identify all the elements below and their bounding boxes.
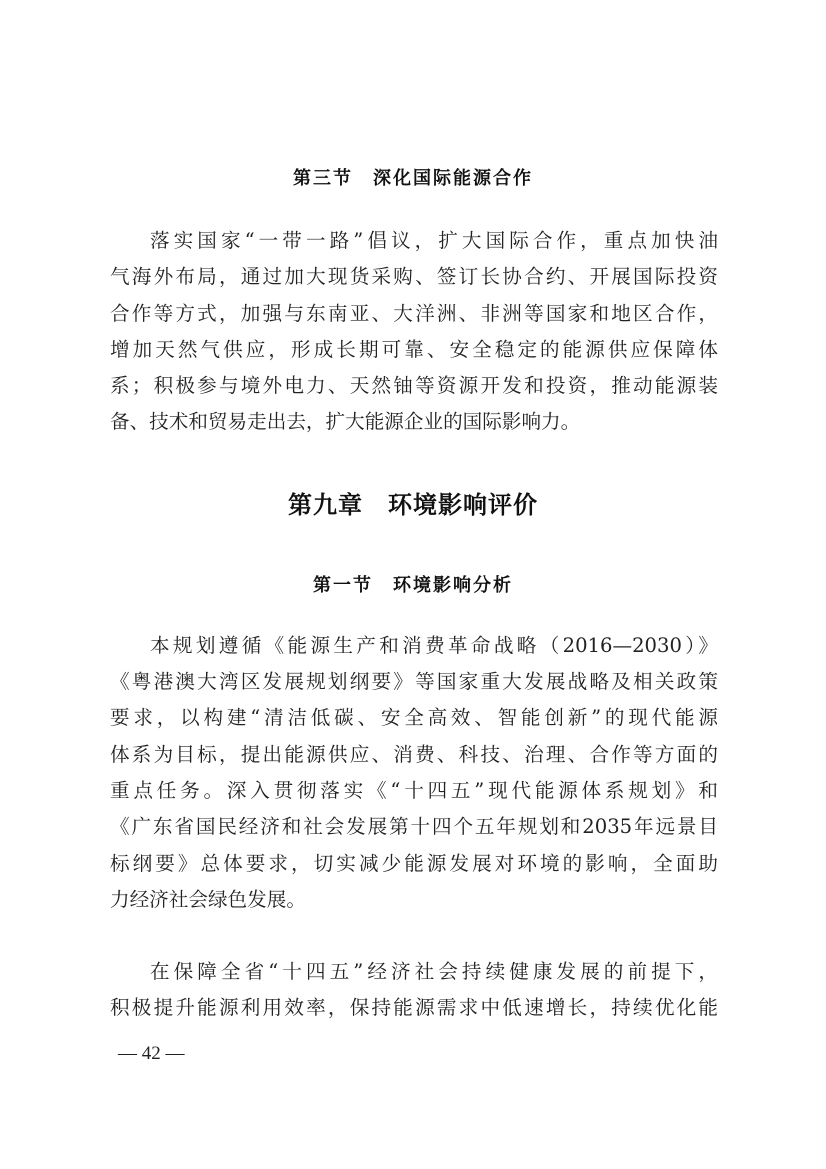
paragraph-line: 重点任务。深入贯彻落实《“十四五”现代能源体系规划》和 [110, 779, 718, 802]
paragraph-line: 本规划遵循《能源生产和消费革命战略（2016—2030）》 [150, 634, 718, 657]
paragraph-line: 《粤港澳大湾区发展规划纲要》等国家重大发展战略及相关政策 [110, 670, 718, 693]
paragraph-line: 标纲要》总体要求，切实减少能源发展对环境的影响，全面助 [110, 852, 718, 875]
paragraph-line: 气海外布局，通过加大现货采购、签订长协合约、开展国际投资 [110, 265, 718, 288]
paragraph-line: 要求，以构建“清洁低碳、安全高效、智能创新”的现代能源 [110, 706, 718, 729]
section-title-international-cooperation: 第三节 深化国际能源合作 [293, 168, 533, 189]
paragraph-line: 体系为目标，提出能源供应、消费、科技、治理、合作等方面的 [110, 743, 718, 766]
paragraph-line: 合作等方式，加强与东南亚、大洋洲、非洲等国家和地区合作， [110, 302, 718, 325]
paragraph-line: 积极提升能源利用效率，保持能源需求中低速增长，持续优化能 [110, 996, 718, 1019]
section-title-environment-analysis: 第一节 环境影响分析 [313, 575, 513, 596]
chapter-title: 第九章 环境影响评价 [288, 490, 538, 519]
paragraph-line: 《广东省国民经济和社会发展第十四个五年规划和2035年远景目 [110, 815, 718, 838]
paragraph-line: 备、技术和贸易走出去，扩大能源企业的国际影响力。 [110, 410, 581, 433]
paragraph-line: 增加天然气供应，形成长期可靠、安全稳定的能源供应保障体 [110, 338, 718, 361]
page-number: — 42 — [118, 1043, 185, 1064]
paragraph-line: 力经济社会绿色发展。 [110, 888, 306, 911]
paragraph-line: 系；积极参与境外电力、天然铀等资源开发和投资，推动能源装 [110, 374, 718, 397]
paragraph-line: 落实国家“一带一路”倡议，扩大国际合作，重点加快油 [150, 229, 718, 252]
paragraph-line: 在保障全省“十四五”经济社会持续健康发展的前提下， [150, 960, 718, 983]
